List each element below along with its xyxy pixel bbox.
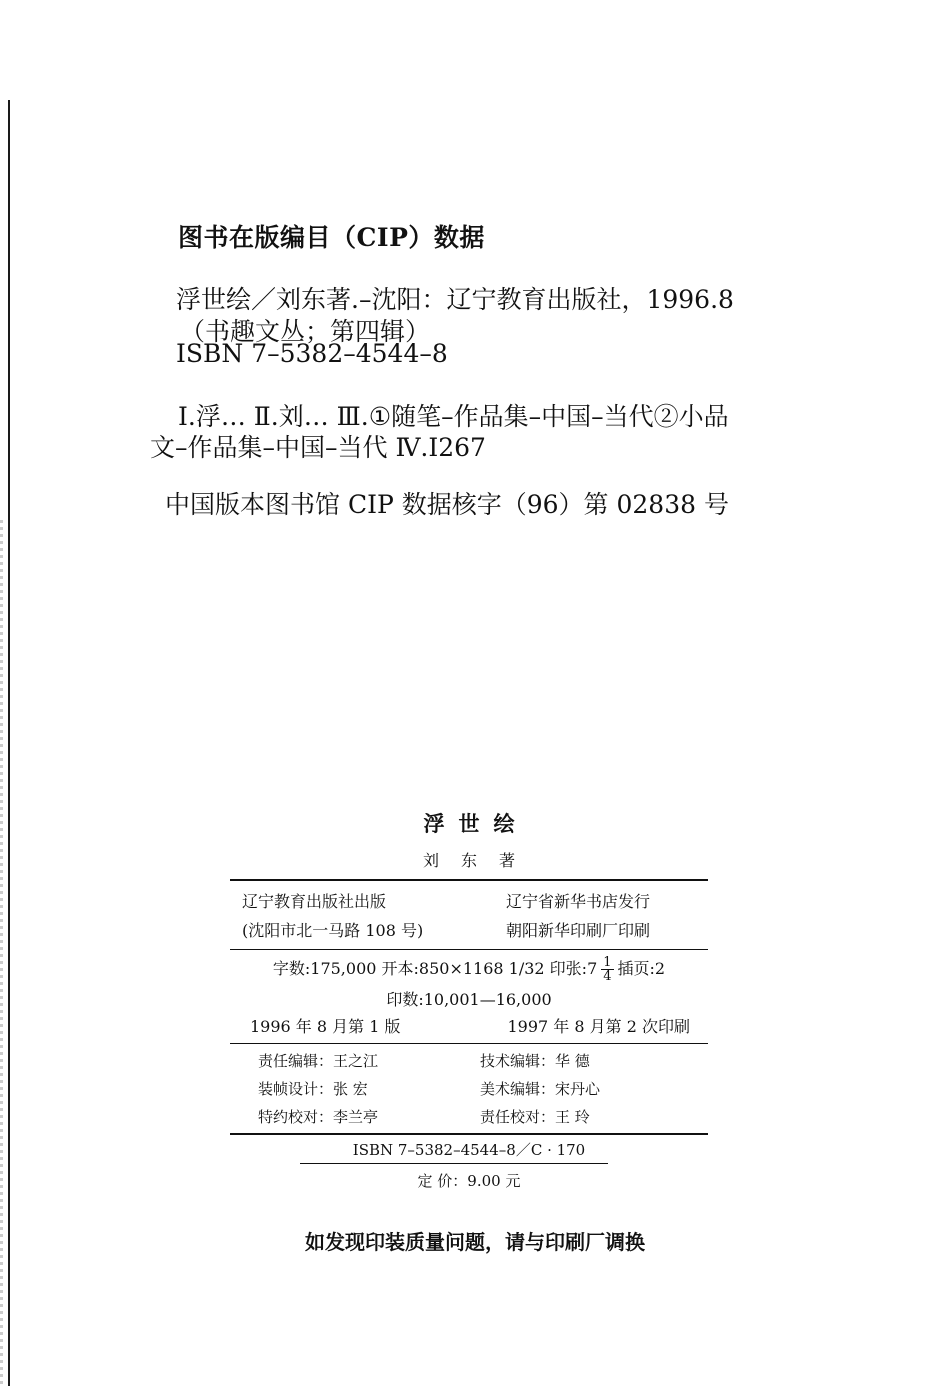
publisher: 辽宁教育出版社出版 bbox=[242, 892, 387, 911]
staff-row-2 bbox=[230, 1078, 708, 1099]
quality-notice: 如发现印装质量问题，请与印刷厂调换 bbox=[305, 1230, 645, 1254]
book-author: 刘东著 bbox=[422, 851, 537, 870]
colophon-top-rule bbox=[230, 879, 708, 881]
book-specs bbox=[230, 956, 708, 983]
fraction-numerator: 1 bbox=[603, 955, 612, 970]
binding-designer: 装帧设计：张 宏 bbox=[258, 1080, 368, 1098]
cip-heading: 图书在版编目（CIP）数据 bbox=[178, 223, 485, 252]
isbn-underline bbox=[300, 1163, 608, 1164]
technical-editor: 技术编辑：华 德 bbox=[480, 1052, 590, 1070]
price: 定 价：9.00 元 bbox=[417, 1172, 521, 1190]
book-title: 浮世绘 bbox=[423, 811, 529, 836]
colophon-isbn: ISBN 7–5382–4544–8／C · 170 bbox=[352, 1141, 586, 1159]
sheets-fraction bbox=[601, 956, 613, 983]
cip-series-line: （书趣文丛；第四辑） bbox=[180, 317, 431, 346]
cip-record-number: 中国版本图书馆 CIP 数据核字（96）第 02838 号 bbox=[165, 490, 729, 519]
colophon-rule-3 bbox=[230, 1043, 708, 1044]
printing: 1997 年 8 月第 2 次印刷 bbox=[507, 1017, 690, 1036]
address-row bbox=[230, 918, 708, 941]
printer: 朝阳新华印刷厂印刷 bbox=[506, 921, 651, 940]
cip-subject-line-1: Ⅰ.浮… Ⅱ.刘… Ⅲ.①随笔–作品集–中国–当代②小品 bbox=[178, 402, 729, 431]
cip-subject-line-2: 文–作品集–中国–当代 Ⅳ.I267 bbox=[150, 433, 486, 462]
publisher-row bbox=[230, 889, 708, 912]
staff-row-1 bbox=[230, 1050, 708, 1071]
edition: 1996 年 8 月第 1 版 bbox=[250, 1017, 401, 1036]
colophon-rule-2 bbox=[230, 949, 708, 950]
responsible-proofreader: 责任校对：王 玲 bbox=[480, 1108, 590, 1126]
colophon-block bbox=[230, 808, 708, 1191]
responsible-editor: 责任编辑：王之江 bbox=[258, 1052, 379, 1070]
print-run: 印数:10,001—16,000 bbox=[386, 990, 552, 1009]
specs-text: 字数:175,000 开本:850×1168 1/32 印张:7 bbox=[272, 959, 598, 978]
insert-pages: 插页:2 bbox=[617, 959, 666, 978]
page-binding-edge bbox=[8, 100, 10, 1386]
cip-isbn-line: ISBN 7–5382–4544–8 bbox=[176, 339, 448, 368]
edition-row bbox=[230, 1014, 708, 1037]
cip-bibliographic-line: 浮世绘／刘东著.–沈阳：辽宁教育出版社，1996.8 bbox=[176, 285, 734, 314]
art-editor: 美术编辑：宋丹心 bbox=[480, 1080, 601, 1098]
colophon-rule-4 bbox=[230, 1133, 708, 1135]
fraction-denominator: 4 bbox=[603, 969, 612, 984]
scan-edge-noise bbox=[0, 520, 3, 1386]
publisher-address: (沈阳市北一马路 108 号) bbox=[242, 921, 424, 940]
distributor: 辽宁省新华书店发行 bbox=[506, 892, 651, 911]
staff-row-3 bbox=[230, 1106, 708, 1127]
special-proofreader: 特约校对：李兰亭 bbox=[258, 1108, 379, 1126]
